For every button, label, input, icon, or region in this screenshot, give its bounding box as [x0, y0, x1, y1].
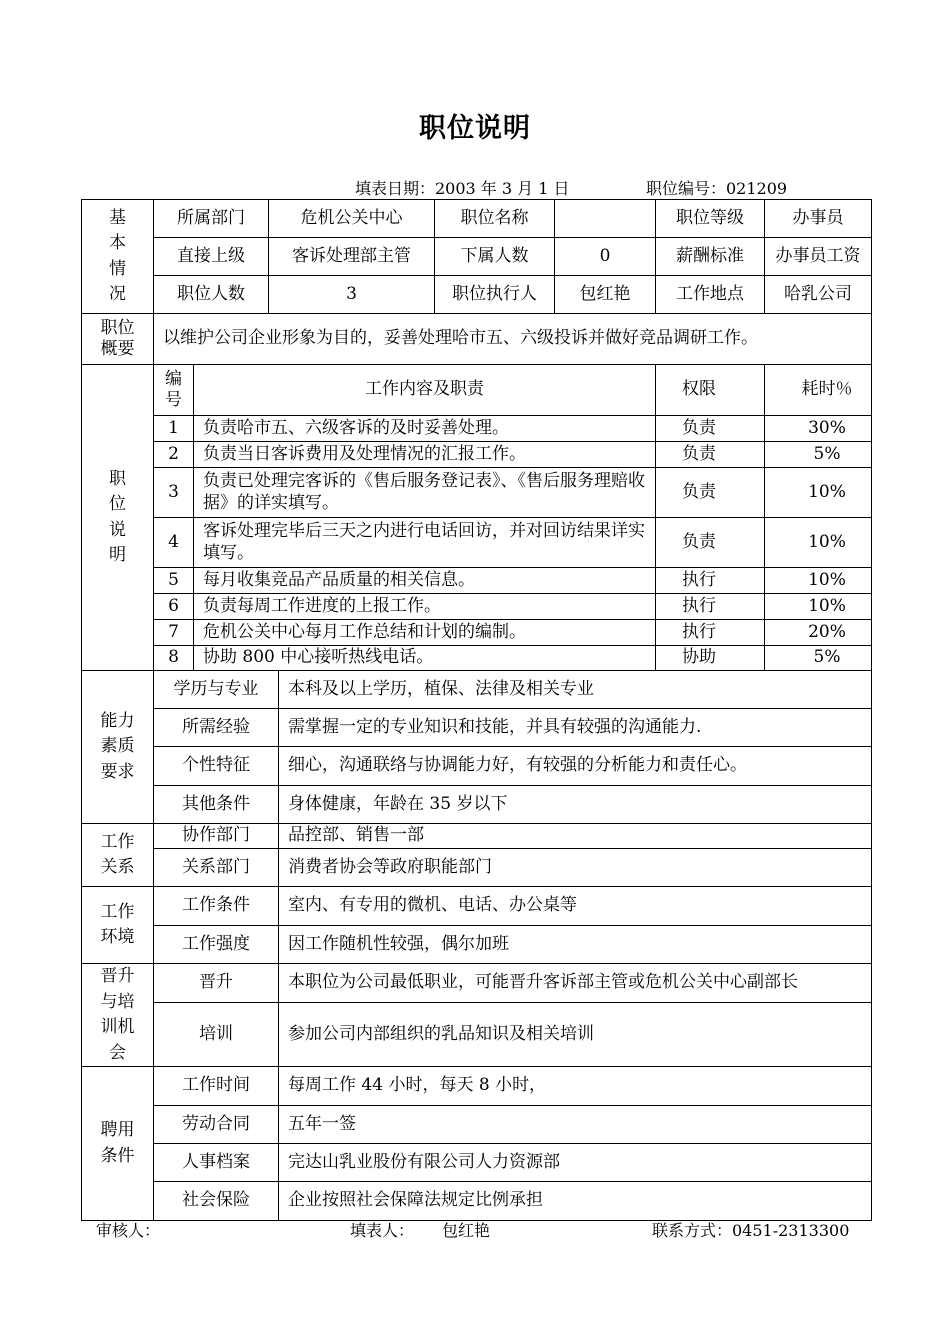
employment-row [82, 1067, 872, 1106]
ability-row [82, 747, 872, 786]
duty-content: 客诉处理完毕后三天之内进行电话回访，并对回访结果详实填写。 [194, 518, 656, 568]
subordinates-value: 0 [555, 238, 656, 276]
duty-authority: 负责 [656, 518, 765, 568]
duty-time: 10% [765, 468, 872, 518]
duty-content: 负责每周工作进度的上报工作。 [194, 594, 656, 620]
environment-value: 因工作随机性较强，偶尔加班 [279, 926, 872, 964]
duty-authority: 负责 [656, 468, 765, 518]
duty-row [82, 468, 872, 518]
duty-content: 负责已处理完客诉的《售后服务登记表》、《售后服务理赔收据》的详实填写。 [194, 468, 656, 518]
summary-label: 职位概要 [82, 314, 154, 365]
duty-no: 1 [154, 416, 194, 442]
dept-value: 危机公关中心 [269, 200, 435, 238]
summary-row [82, 314, 872, 365]
environment-section-label: 工作环境 [82, 887, 154, 964]
environment-value: 室内、有专用的微机、电话、办公桌等 [279, 887, 872, 926]
promotion-row [82, 964, 872, 1003]
duty-authority: 协助 [656, 646, 765, 671]
duty-authority: 执行 [656, 594, 765, 620]
duty-row [82, 442, 872, 468]
duty-no: 6 [154, 594, 194, 620]
duty-no: 3 [154, 468, 194, 518]
duties-header-row [82, 365, 872, 416]
duty-authority: 负责 [656, 442, 765, 468]
environment-label: 工作条件 [154, 887, 279, 926]
job-description-table [81, 199, 872, 1221]
basic-row-3 [82, 276, 872, 314]
filler-name: 包红艳 [442, 1221, 491, 1240]
promotion-label: 晋升 [154, 964, 279, 1003]
employment-section-label [82, 1067, 154, 1221]
duty-time: 30% [765, 416, 872, 442]
filler-label: 填表人： [350, 1221, 415, 1240]
relations-label: 协作部门 [154, 824, 279, 849]
employment-section-text: 聘用条件 [100, 1120, 135, 1166]
headcount-label: 职位人数 [154, 276, 269, 314]
duty-time-header: 耗时％ [765, 365, 872, 416]
basic-row-1 [82, 200, 872, 238]
ability-value: 细心，沟通联络与协调能力好，有较强的分析能力和责任心。 [279, 747, 872, 786]
duty-row [82, 416, 872, 442]
grade-value: 办事员 [765, 200, 872, 238]
employment-row [82, 1182, 872, 1221]
duty-time: 20% [765, 620, 872, 646]
position-code: 职位编号：021209 [646, 179, 788, 198]
duty-authority: 执行 [656, 620, 765, 646]
ability-value: 需掌握一定的专业知识和技能，并具有较强的沟通能力. [279, 709, 872, 747]
reviewer-label: 审核人： [96, 1221, 161, 1240]
environment-label: 工作强度 [154, 926, 279, 964]
headcount-value: 3 [269, 276, 435, 314]
employment-row [82, 1144, 872, 1182]
ability-label: 个性特征 [154, 747, 279, 786]
employment-value: 五年一签 [279, 1106, 872, 1144]
duty-authority-header: 权限 [656, 365, 765, 416]
duty-no: 8 [154, 646, 194, 671]
duty-no: 2 [154, 442, 194, 468]
grade-label: 职位等级 [656, 200, 765, 238]
employment-value: 企业按照社会保障法规定比例承担 [279, 1182, 872, 1221]
summary-text: 以维护公司企业形象为目的，妥善处理哈市五、六级投诉并做好竞品调研工作。 [154, 314, 872, 365]
dept-label: 所属部门 [154, 200, 269, 238]
environment-row [82, 887, 872, 926]
duty-time: 10% [765, 594, 872, 620]
promotion-row [82, 1003, 872, 1067]
salary-label: 薪酬标准 [656, 238, 765, 276]
employment-label: 社会保险 [154, 1182, 279, 1221]
duty-content: 协助 800 中心接听热线电话。 [194, 646, 656, 671]
environment-row [82, 926, 872, 964]
fill-date: 填表日期：2003 年 3 月 1 日 [355, 179, 570, 198]
duty-no: 7 [154, 620, 194, 646]
page-title: 职位说明 [419, 113, 531, 144]
basic-row-2 [82, 238, 872, 276]
basic-section-label: 基本情况 [82, 200, 154, 314]
ability-label: 所需经验 [154, 709, 279, 747]
relations-section-label: 工作关系 [82, 824, 154, 887]
ability-row [82, 786, 872, 824]
employment-value: 完达山乳业股份有限公司人力资源部 [279, 1144, 872, 1182]
position-name-label: 职位名称 [435, 200, 555, 238]
duty-row [82, 620, 872, 646]
ability-label: 学历与专业 [154, 671, 279, 709]
promotion-value: 参加公司内部组织的乳品知识及相关培训 [279, 1003, 872, 1067]
relations-value: 品控部、销售一部 [279, 824, 872, 849]
contact-info: 联系方式：0451-2313300 [652, 1221, 850, 1240]
employment-row [82, 1106, 872, 1144]
duty-content-header: 工作内容及职责 [194, 365, 656, 416]
duty-content: 负责当日客诉费用及处理情况的汇报工作。 [194, 442, 656, 468]
ability-value: 本科及以上学历，植保、法律及相关专业 [279, 671, 872, 709]
duty-row [82, 646, 872, 671]
ability-section-label: 能力素质要求 [82, 671, 154, 824]
duty-content: 负责哈市五、六级客诉的及时妥善处理。 [194, 416, 656, 442]
employment-label: 人事档案 [154, 1144, 279, 1182]
relations-label: 关系部门 [154, 849, 279, 887]
duty-row [82, 568, 872, 594]
duty-time: 10% [765, 518, 872, 568]
subordinates-label: 下属人数 [435, 238, 555, 276]
position-name-value [555, 200, 656, 238]
duty-content: 危机公关中心每月工作总结和计划的编制。 [194, 620, 656, 646]
duty-content: 每月收集竞品产品质量的相关信息。 [194, 568, 656, 594]
salary-value: 办事员工资 [765, 238, 872, 276]
relations-value: 消费者协会等政府职能部门 [279, 849, 872, 887]
ability-label: 其他条件 [154, 786, 279, 824]
location-label: 工作地点 [656, 276, 765, 314]
promotion-value: 本职位为公司最低职业，可能晋升客诉部主管或危机公关中心副部长 [279, 964, 872, 1003]
duty-row [82, 594, 872, 620]
executor-label: 职位执行人 [435, 276, 555, 314]
duty-row [82, 518, 872, 568]
duty-no: 4 [154, 518, 194, 568]
duty-no-header: 编号 [154, 365, 194, 416]
employment-value: 每周工作 44 小时，每天 8 小时， [279, 1067, 872, 1106]
employment-label: 工作时间 [154, 1067, 279, 1106]
duties-section-label: 职位说明 [82, 365, 154, 671]
relations-row [82, 849, 872, 887]
ability-row [82, 709, 872, 747]
duty-authority: 负责 [656, 416, 765, 442]
duty-time: 5% [765, 646, 872, 671]
superior-label: 直接上级 [154, 238, 269, 276]
duty-time: 10% [765, 568, 872, 594]
promotion-label: 培训 [154, 1003, 279, 1067]
relations-row [82, 824, 872, 849]
promotion-section-label: 晋升与培训机会 [82, 964, 154, 1067]
executor-value: 包红艳 [555, 276, 656, 314]
ability-value: 身体健康，年龄在 35 岁以下 [279, 786, 872, 824]
superior-value: 客诉处理部主管 [269, 238, 435, 276]
duty-no: 5 [154, 568, 194, 594]
location-value: 哈乳公司 [765, 276, 872, 314]
ability-row [82, 671, 872, 709]
employment-label: 劳动合同 [154, 1106, 279, 1144]
duty-time: 5% [765, 442, 872, 468]
duty-authority: 执行 [656, 568, 765, 594]
